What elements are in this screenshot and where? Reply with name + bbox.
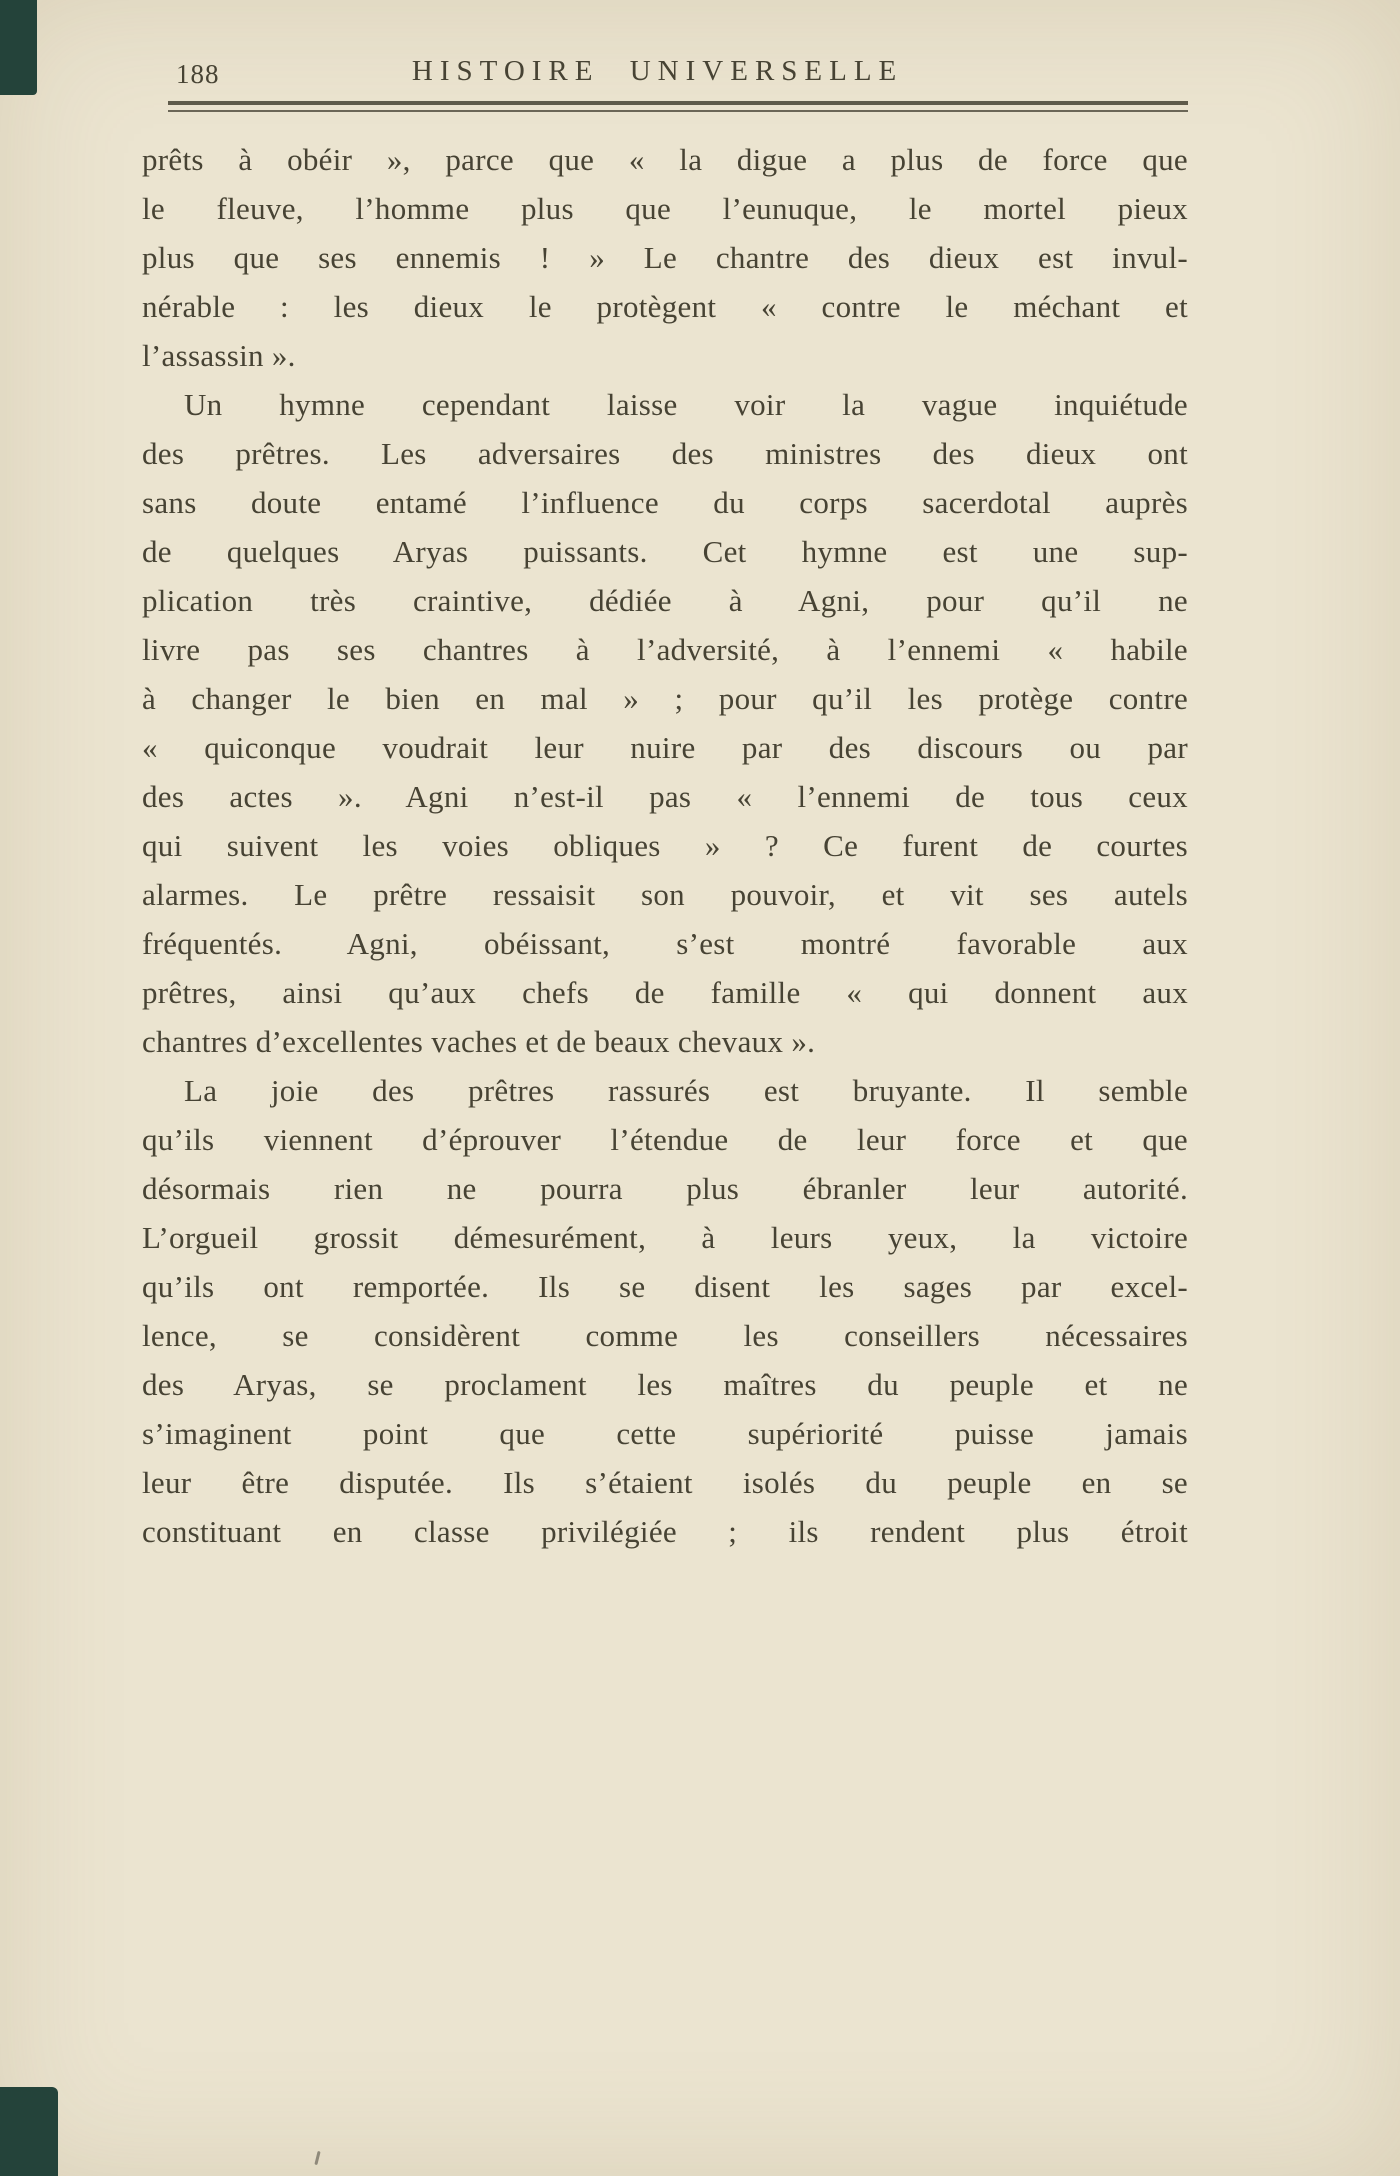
- text-line: des prêtres. Les adversaires des ministres des dieux ont: [142, 436, 1188, 471]
- text-line: La joie des prêtres rassurés est bruyante. Il semble: [184, 1073, 1188, 1108]
- text-line: des actes ». Agni n’est-il pas « l’ennemi de tous ceux: [142, 779, 1188, 814]
- text-line: des Aryas, se proclament les maîtres du peuple et ne: [142, 1367, 1188, 1402]
- text-line: qu’ils viennent d’éprouver l’étendue de leur force et que: [142, 1122, 1188, 1157]
- head-rule-thin-line: [168, 110, 1188, 112]
- head-rule-thick-line: [168, 101, 1188, 105]
- text-line: sans doute entamé l’influence du corps sacerdotal auprès: [142, 485, 1188, 520]
- paragraph: [142, 1066, 1188, 1556]
- scan-edge-bottom-left: [0, 2087, 58, 2176]
- text-line: Un hymne cependant laisse voir la vague inquiétude: [184, 387, 1188, 422]
- scan-edge-top-left: [0, 0, 37, 95]
- text-line: l’assassin ».: [142, 338, 296, 373]
- text-line: chantres d’excellentes vaches et de beaux chevaux ».: [142, 1024, 816, 1059]
- text-line: prêtres, ainsi qu’aux chefs de famille « qui donnent aux: [142, 975, 1188, 1010]
- head-rule: [168, 101, 1188, 112]
- text-line: plication très craintive, dédiée à Agni, pour qu’il ne: [142, 583, 1188, 618]
- text-line: L’orgueil grossit démesurément, à leurs yeux, la victoire: [142, 1220, 1188, 1255]
- text-line: désormais rien ne pourra plus ébranler leur autorité.: [142, 1171, 1188, 1206]
- paragraph: [142, 380, 1188, 1066]
- text-line: à changer le bien en mal » ; pour qu’il les protège contre: [142, 681, 1188, 716]
- text-line: constituant en classe privilégiée ; ils rendent plus étroit: [142, 1514, 1188, 1549]
- text-line: qu’ils ont remportée. Ils se disent les sages par excel-: [142, 1269, 1188, 1304]
- text-line: nérable : les dieux le protègent « contre le méchant et: [142, 289, 1188, 324]
- page-number: 188: [176, 59, 220, 89]
- text-line: alarmes. Le prêtre ressaisit son pouvoir, et vit ses autels: [142, 877, 1188, 912]
- text-line: lence, se considèrent comme les conseillers nécessaires: [142, 1318, 1188, 1353]
- text-line: plus que ses ennemis ! » Le chantre des dieux est invul-: [142, 240, 1188, 275]
- text-line: qui suivent les voies obliques » ? Ce furent de courtes: [142, 828, 1188, 863]
- text-line: s’imaginent point que cette supériorité puisse jamais: [142, 1416, 1188, 1451]
- paragraph: [142, 135, 1188, 380]
- text-block: [142, 135, 1188, 1556]
- text-line: livre pas ses chantres à l’adversité, à l’ennemi « habile: [142, 632, 1188, 667]
- text-line: fréquentés. Agni, obéissant, s’est montré favorable aux: [142, 926, 1188, 961]
- text-line: de quelques Aryas puissants. Cet hymne est une sup-: [142, 534, 1188, 569]
- running-head: [168, 50, 1188, 94]
- text-line: le fleuve, l’homme plus que l’eunuque, le mortel pieux: [142, 191, 1188, 226]
- text-line: leur être disputée. Ils s’étaient isolés du peuple en se: [142, 1465, 1188, 1500]
- text-line: « quiconque voudrait leur nuire par des discours ou par: [142, 730, 1188, 765]
- scan-speck: [314, 2151, 320, 2165]
- text-line: prêts à obéir », parce que « la digue a plus de force que: [142, 142, 1188, 177]
- running-title: HISTOIRE UNIVERSELLE: [411, 55, 904, 87]
